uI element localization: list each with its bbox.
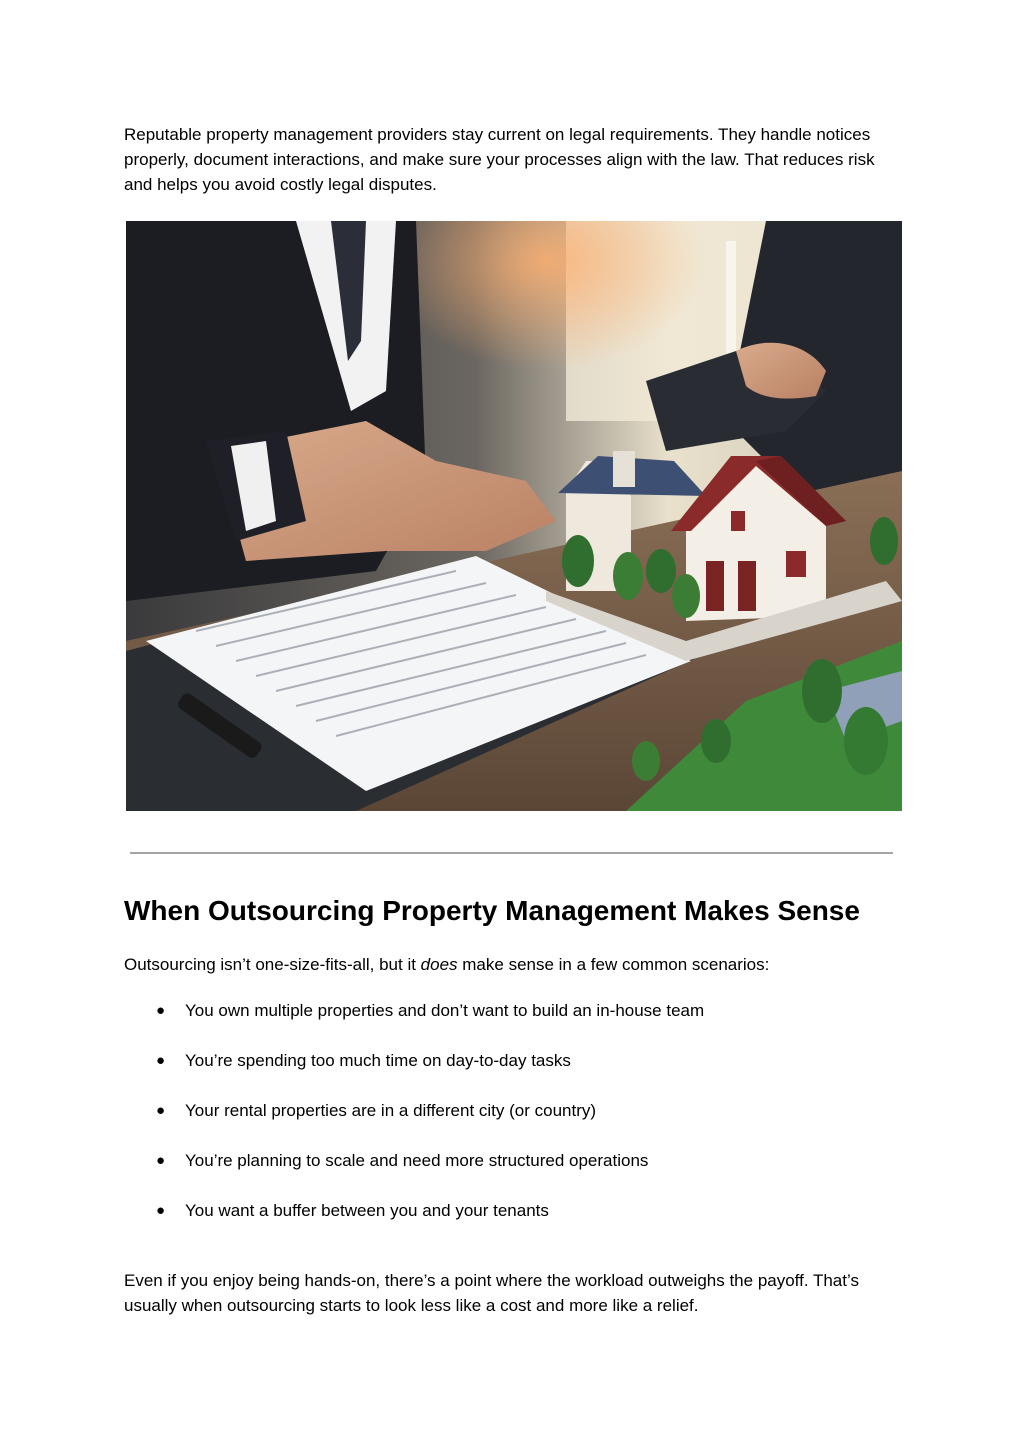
bullet-icon: ●: [156, 1002, 166, 1019]
lead-text-before: Outsourcing isn’t one-size-fits-all, but it: [124, 955, 421, 974]
house-model-contract-photo: [126, 221, 902, 811]
list-item: [124, 1098, 900, 1148]
bullet-icon: ●: [156, 1052, 166, 1069]
list-item-text: You want a buffer between you and your tenants: [185, 1201, 549, 1220]
section-lead: [124, 952, 900, 977]
closing-paragraph: Even if you enjoy being hands-on, there’s a point where the workload outweighs the payoff. That’s usually when outsourcing starts to look less like a cost and more like a relief.: [124, 1271, 859, 1315]
list-item-text: Your rental properties are in a different city (or country): [185, 1101, 597, 1120]
scenario-list: [124, 998, 900, 1248]
list-item: [124, 1148, 900, 1198]
list-item-text: You own multiple properties and don’t want to build an in-house team: [185, 1001, 705, 1020]
bullet-icon: ●: [156, 1102, 166, 1119]
bullet-icon: ●: [156, 1152, 166, 1169]
list-item: [124, 1048, 900, 1098]
lead-text-after: make sense in a few common scenarios:: [457, 955, 770, 974]
section-divider: [130, 852, 893, 854]
list-item: [124, 998, 900, 1048]
list-item-text: You’re spending too much time on day-to-day tasks: [185, 1051, 571, 1070]
list-item-text: You’re planning to scale and need more structured operations: [185, 1151, 649, 1170]
intro-paragraph: Reputable property management providers stay current on legal requirements. They handle notices properly, document interactions, and make sure your processes align with the law. That reduces risk and helps you avoid costly legal disputes.: [124, 125, 875, 194]
list-item: [124, 1198, 900, 1248]
section-heading: When Outsourcing Property Management Makes Sense: [124, 895, 860, 926]
lead-emphasis: does: [420, 955, 458, 974]
bullet-icon: ●: [156, 1202, 166, 1219]
